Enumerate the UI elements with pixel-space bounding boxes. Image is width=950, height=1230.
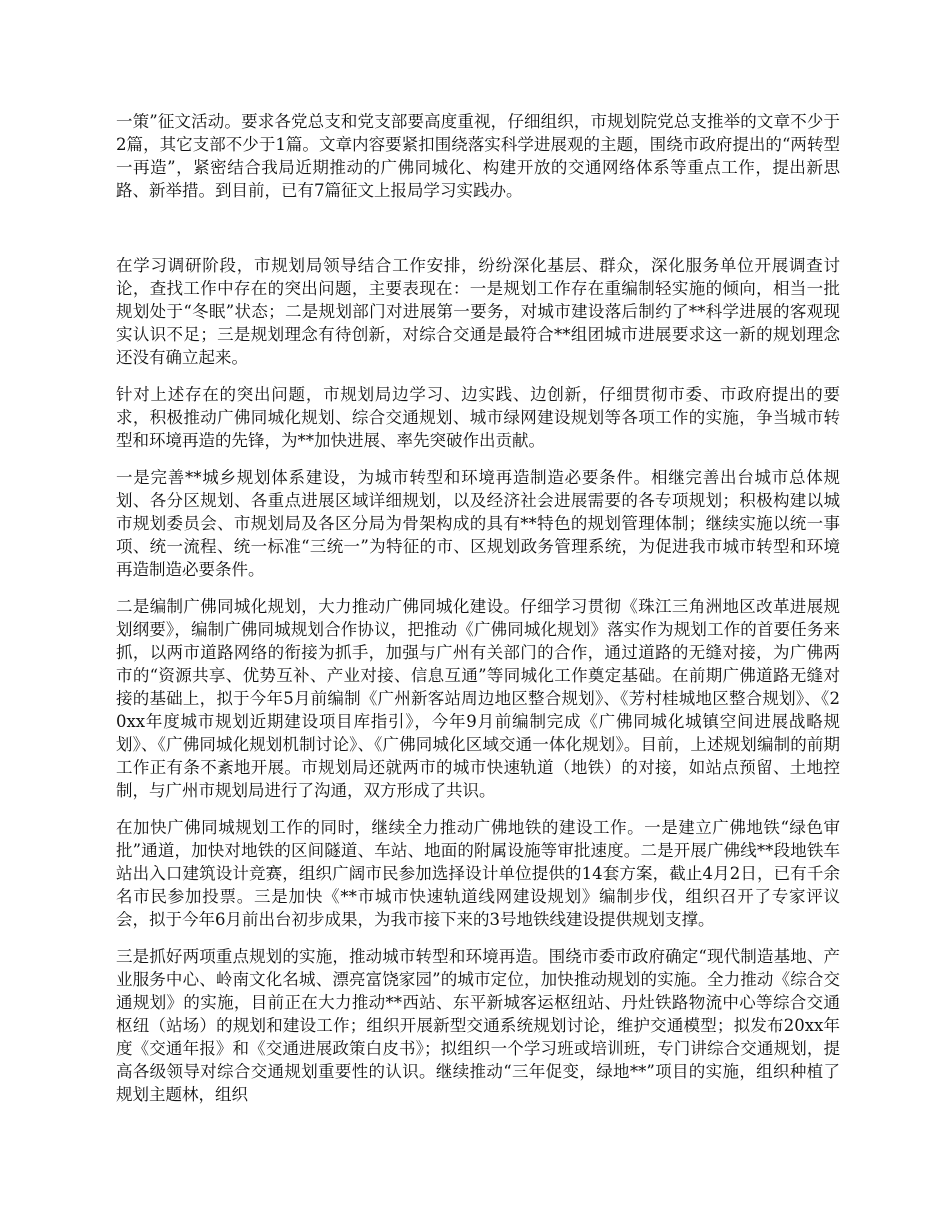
document-body bbox=[116, 110, 840, 1120]
paragraph-research-findings: 在学习调研阶段，市规划局领导结合工作安排，纷纷深化基层、群众，深化服务单位开展调查讨论，查找工作中存在的突出问题，主要表现在：一是规划工作存在重编制轻实施的倾向，相当一批规划处于“冬眠”状态；二是规划部门对进展第一要务，对城市建设落后制约了**科学进展的客观现实认识不足；三是规划理念有待创新，对综合交通是最符合**组团城市进展要求这一新的规划理念还没有确立起来。 bbox=[116, 256, 840, 367]
paragraph-response-measures: 针对上述存在的突出问题，市规划局边学习、边实践、边创新，仔细贯彻市委、市政府提出的要求，积极推动广佛同城化规划、综合交通规划、城市绿网建设规划等各项工作的实施，争当城市转型和环境再造的先锋，为**加快进展、率先突破作出贡献。 bbox=[116, 385, 840, 450]
paragraph-essay-activity: 一策”征文活动。要求各党总支和党支部要高度重视，仔细组织，市规划院党总支推举的文章不少于2篇，其它支部不少于1篇。文章内容要紧扣围绕落实科学进展观的主题，围绕市政府提出的“两转型一再造”，紧密结合我局近期推动的广佛同城化、构建开放的交通网络体系等重点工作，提出新思路、新举措。到目前，已有7篇征文上报局学习实践办。 bbox=[116, 112, 840, 200]
paragraph-key-plans: 三是抓好两项重点规划的实施，推动城市转型和环境再造。围绕市委市政府确定“现代制造基地、产业服务中心、岭南文化名城、漂亮富饶家园”的城市定位，加快推动规划的实施。全力推动《综合交通规划》的实施，目前正在大力推动**西站、东平新城客运枢纽站、丹灶铁路物流中心等综合交通枢纽（站场）的规划和建设工作；组织开展新型交通系统规划讨论，维护交通模型；拟发布20xx年度《交通年报》和《交通进展政策白皮书》；拟组织一个学习班或培训班，专门讲综合交通规划，提高各级领导对综合交通规划重要性的认识。继续推动“三年促变，绿地**”项目的实施，组织种植了规划主题林，组织 bbox=[116, 947, 840, 1104]
paragraph-planning-system: 一是完善**城乡规划体系建设，为城市转型和环境再造制造必要条件。相继完善出台城市总体规划、各分区规划、各重点进展区域详细规划，以及经济社会进展需要的各专项规划；积极构建以城市规划委员会、市规划局及各区分局为骨架构成的具有**特色的规划管理体制；继续实施以统一事项、统一流程、统一标准“三统一”为特征的市、区规划政务管理系统，为促进我市城市转型和环境再造制造必要条件。 bbox=[116, 468, 840, 579]
paragraph-guangfo-integration: 二是编制广佛同城化规划，大力推动广佛同城化建设。仔细学习贯彻《珠江三角洲地区改革进展规划纲要》，编制广佛同城规划合作协议，把推动《广佛同城化规划》落实作为规划工作的首要任务来抓，以两市道路网络的衔接为抓手，加强与广州有关部门的合作，通过道路的无缝对接，为广佛两市的“资源共享、优势互补、产业对接、信息互通”等同城化工作奠定基础。在前期广佛道路无缝对接的基础上，拟于今年5月前编制《广州新客站周边地区整合规划》、《芳村桂城地区整合规划》、《20xx年度城市规划近期建设项目库指引》，今年9月前编制完成《广佛同城化城镇空间进展战略规划》、《广佛同城化规划机制讨论》、《广佛同城化区域交通一体化规划》。目前，上述规划编制的前期工作正有条不紊地开展。市规划局还就两市的城市快速轨道（地铁）的对接，如站点预留、土地控制，与广州市规划局进行了沟通，双方形成了共识。 bbox=[116, 597, 840, 800]
paragraph-guangfo-metro: 在加快广佛同城规划工作的同时，继续全力推动广佛地铁的建设工作。一是建立广佛地铁“绿色审批”通道，加快对地铁的区间隧道、车站、地面的附属设施等审批速度。二是开展广佛线**段地铁车站出入口建筑设计竞赛，组织广阔市民参加选择设计单位提供的14套方案，截止4月2日，已有千余名市民参加投票。三是加快《**市城市快速轨道线网建设规划》编制步伐，组织召开了专家评议会，拟于今年6月前出台初步成果，为我市接下来的3号地铁线建设提供规划支撑。 bbox=[116, 818, 840, 929]
